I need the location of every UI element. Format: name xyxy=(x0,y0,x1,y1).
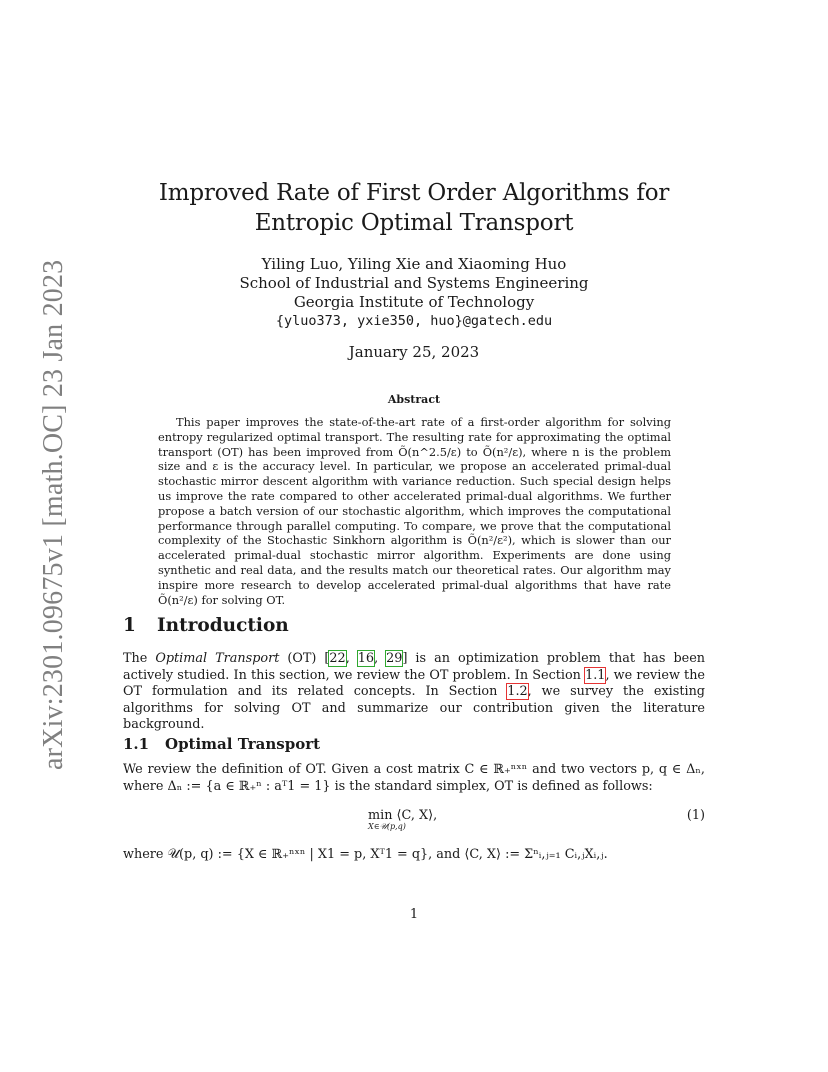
paper-date: January 25, 2023 xyxy=(348,343,480,361)
section-1-heading xyxy=(123,615,289,636)
ot-definition-text: We review the definition of OT. Given a cost matrix C ∈ ℝ₊ⁿˣⁿ and two vectors p, q ∈ Δₙ, where Δₙ := {a ∈ ℝ₊ⁿ : aᵀ1 = 1} is the standard simplex, OT is defined as follows: xyxy=(123,762,705,794)
intro-text-mid3: , we review the OT formulation and its related concepts. In Section xyxy=(123,667,706,699)
intro-text-mid1: (OT) [ xyxy=(279,651,330,666)
equation-1 xyxy=(123,808,705,838)
author-emails: {yluo373, yxie350, huo}@gatech.edu xyxy=(275,313,553,329)
intro-text-start: The xyxy=(123,651,156,666)
subsection-number: 1.1 xyxy=(123,735,150,753)
intro-text-mid2: ] is an optimization problem that has been actively studied. In this section, we review the OT problem. In Section xyxy=(123,651,706,683)
equation-body: min ⟨C, X⟩, xyxy=(368,808,438,823)
intro-paragraph: The Optimal Transport (OT) [22, 16, 29] is an optimization problem that has been actively studied. In this section, we review the OT problem. In Section 1.1, we review the OT formulation and its related concepts. In Section 1.2, we survey the existing algorithms for solving OT and summarize our contribution given the literature background. xyxy=(123,651,706,732)
section-ref-link[interactable]: 1.1 xyxy=(585,667,606,683)
term-optimal-transport: Optimal Transport xyxy=(155,651,280,666)
where-text: where 𝒰(p, q) := {X ∈ ℝ₊ⁿˣⁿ | X1 = p, Xᵀ1 = q}, and ⟨C, X⟩ := Σⁿᵢ,ⱼ₌₁ Cᵢ,ⱼXᵢ,ⱼ. xyxy=(123,847,608,862)
subsection-1-1-heading xyxy=(123,735,320,753)
section-ref-link[interactable]: 1.2 xyxy=(507,684,528,699)
citation-link[interactable]: 16 xyxy=(357,651,375,666)
intro-text-end: , we survey the existing algorithms for solving OT and summarize our contribution given the literature background. xyxy=(123,684,705,732)
abstract-body xyxy=(158,415,671,607)
ot-definition-paragraph xyxy=(123,762,705,795)
authors: Yiling Luo, Yiling Xie and Xiaoming Huo xyxy=(261,255,567,273)
abstract-text: This paper improves the state-of-the-art rate of a first-order algorithm for solving entropy regularized optimal transport. The resulting rate for approximating the optimal transport (OT) has been improved from Õ(n^2.5/ε) to Õ(n²/ε), where n is the problem size and ε is the accuracy level. In particular, we propose an accelerated primal-dual stochastic mirror descent algorithm with variance reduction. Such special design helps us improve the rate compared to other accelerated primal-dual algorithms. We further propose a batch version of our stochastic algorithm, which improves the computational performance through parallel computing. To compare, we prove that the computational complexity of the Stochastic Sinkhorn algorithm is Õ(n²/ε²), which is slower than our accelerated primal-dual stochastic mirror algorithm. Experiments are done using synthetic and real data, and the results match our theoretical rates. Our algorithm may inspire more research to develop accelerated primal-dual algorithms that have rate Õ(n²/ε) for solving OT. xyxy=(158,415,671,607)
citation-link[interactable]: 22 xyxy=(329,651,346,666)
affiliation-institute: Georgia Institute of Technology xyxy=(293,293,535,311)
paper-title: Improved Rate of First Order Algorithms for Entropic Optimal Transport xyxy=(158,180,670,236)
citation-link[interactable]: 29 xyxy=(386,651,403,666)
affiliation-school: School of Industrial and Systems Engineering xyxy=(239,274,589,292)
equation-subscript: X∈𝒰(p,q) xyxy=(368,822,406,831)
section-title: Introduction xyxy=(157,615,289,636)
page-number: 1 xyxy=(409,907,419,922)
where-clause xyxy=(123,847,705,864)
equation-number: (1) xyxy=(686,808,705,823)
section-number: 1 xyxy=(123,615,136,636)
subsection-title: Optimal Transport xyxy=(165,735,321,753)
author-block xyxy=(0,255,828,331)
abstract-heading: Abstract xyxy=(387,393,441,406)
arxiv-stamp: arXiv:2301.09675v1 [math.OC] 23 Jan 2023 xyxy=(38,259,69,770)
